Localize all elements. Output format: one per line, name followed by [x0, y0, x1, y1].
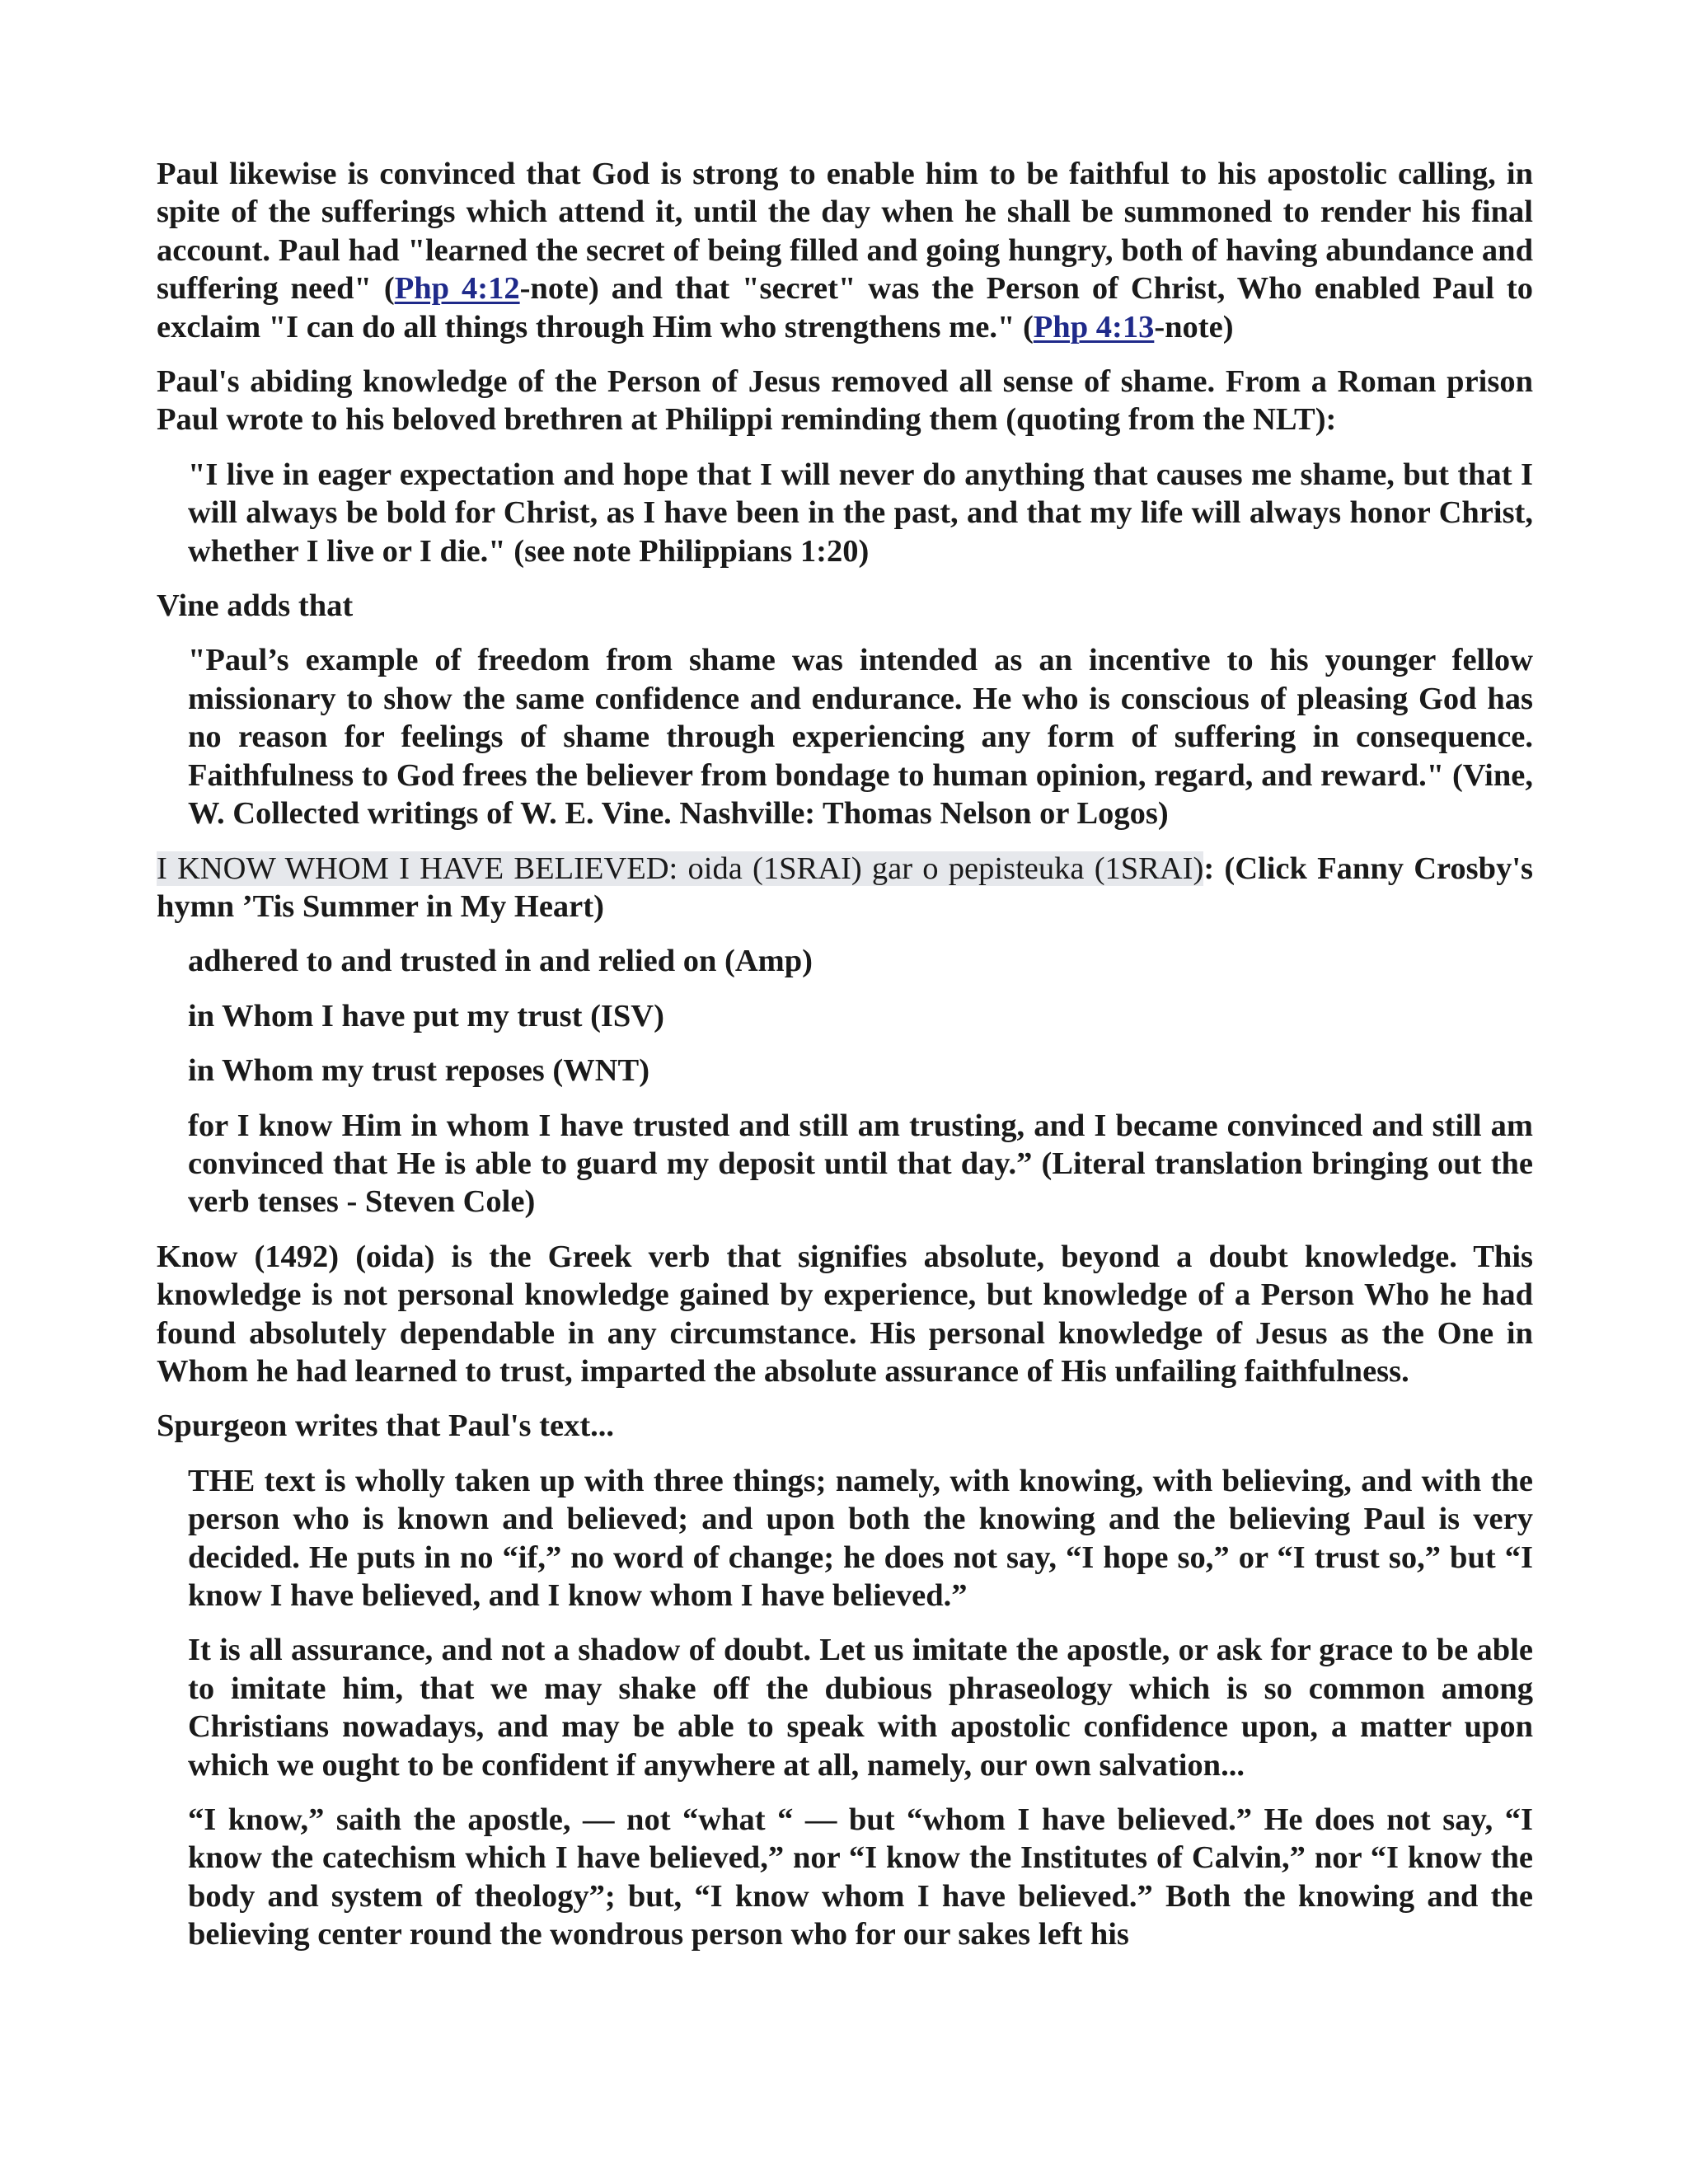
document-page [157, 155, 1533, 1971]
paragraph-text: Paul likewise is convinced that God is strong to enable him to be faithful to his apostolic calling, in spite of the sufferings which attend it, until the day when he shall be summoned to render his final account. Paul had "learned the secret of being filled and going hungry, both of having abundance and suffering need" ( [157, 157, 1533, 307]
blockquote-nlt-philippians: "I live in eager expectation and hope that I will never do anything that causes me shame, but that I will always be bold for Christ, as I have been in the past, and that my life will always honor Christ, whether I live or I die." (see note Philippians 1:20) [188, 457, 1533, 569]
link-php-4-12[interactable]: Php 4:12 [394, 271, 520, 307]
translation-wnt: in Whom my trust reposes (WNT) [188, 1053, 650, 1089]
paragraph-vine-intro: Vine adds that [157, 588, 354, 624]
paragraph-abiding-knowledge: Paul's abiding knowledge of the Person of Jesus removed all sense of shame. From a Roman prison Paul wrote to his beloved brethren at Philippi reminding them (quoting from the NLT): [157, 364, 1533, 438]
link-php-4-13[interactable]: Php 4:13 [1033, 309, 1155, 344]
paragraph-text: -note) and that "secret" was the Person of Christ, Who enabled Paul to exclaim "I can do all things through Him who strengthens me." ( [157, 271, 1533, 344]
paragraph-spurgeon-intro: Spurgeon writes that Paul's text... [157, 1408, 615, 1444]
spurgeon-quote-2: It is all assurance, and not a shadow of doubt. Let us imitate the apostle, or ask for grace to be able to imitate him, that we may shake off the dubious phraseology which is so common among Christians nowadays, and may be able to speak with apostolic confidence upon, a matter upon which we ought to be confident if anywhere at all, namely, our own salvation... [188, 1633, 1533, 1783]
paragraph-text: -note) [1154, 309, 1234, 344]
translation-amp: adhered to and trusted in and relied on (Amp) [188, 944, 813, 979]
spurgeon-quote-1: THE text is wholly taken up with three things; namely, with knowing, with believing, and with the person who is known and believed; and upon both the knowing and the believing Paul is very decided. He puts in no “if,” no word of change; he does not say, “I hope so,” or “I trust so,” but “I know I have believed, and I know whom I have believed.” [188, 1463, 1533, 1613]
section-heading [157, 850, 1533, 926]
blockquote-vine: "Paul’s example of freedom from shame was intended as an incentive to his younger fellow missionary to show the same confidence and endurance. He who is conscious of pleasing God has no reason for feelings of shame through experiencing any form of suffering in consequence. Faithfulness to God frees the believer from bondage to human opinion, regard, and reward." (Vine, W. Collected writings of W. E. Vine. Nashville: Thomas Nelson or Logos) [188, 643, 1533, 832]
paragraph-paul-convinced [157, 155, 1533, 346]
translation-literal-cole: for I know Him in whom I have trusted and still am trusting, and I became convinced and still am convinced that He is able to guard my deposit until that day.” (Literal translation bringing out the verb tenses - Steven Cole) [188, 1108, 1533, 1220]
heading-hymn-text: : (Click Fanny Crosby's hymn ’Tis Summer in My Heart) [157, 851, 1534, 924]
paragraph-know-oida: Know (1492) (oida) is the Greek verb that signifies absolute, beyond a doubt knowledge. This knowledge is not personal knowledge gained by experience, but knowledge of a Person Who he had found absolutely dependable in any circumstance. His personal knowledge of Jesus as the One in Whom he had learned to trust, imparted the absolute assurance of His unfailing faithfulness. [157, 1239, 1533, 1389]
translation-isv: in Whom I have put my trust (ISV) [188, 998, 664, 1033]
spurgeon-quote-3: “I know,” saith the apostle, — not “what “ — but “whom I have believed.” He does not say, “I know the catechism which I have believed,” nor “I know the Institutes of Calvin,” nor “I know the body and system of theology”; but, “I know whom I have believed.” Both the knowing and the believing center round the wondrous person who for our sakes left his [188, 1802, 1533, 1952]
heading-highlighted-text: I KNOW WHOM I HAVE BELIEVED: oida (1SRAI) gar o pepisteuka (1SRAI) [157, 851, 1204, 886]
